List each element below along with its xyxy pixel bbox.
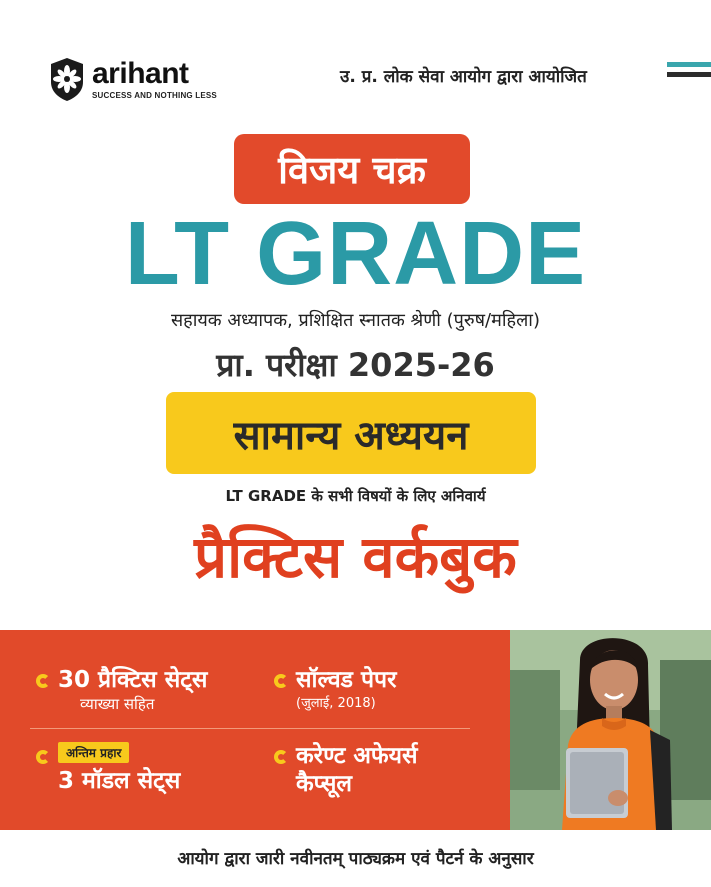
features-panel — [0, 630, 510, 830]
final-strike-tag: अन्तिम प्रहार — [58, 742, 129, 763]
student-photo — [510, 630, 711, 830]
footer-note: आयोग द्वारा जारी नवीनतम् पाठ्यक्रम एवं पैटर्न के अनुसार — [0, 830, 711, 887]
arihant-logo — [48, 56, 217, 102]
brand-name: arihant — [92, 56, 189, 90]
feature-solved-paper — [296, 666, 397, 714]
feature-practice-sets — [58, 666, 207, 714]
feature-title: 3 मॉडल सेट्स — [58, 768, 181, 794]
feature-title: करेण्ट अफेयर्स — [296, 743, 418, 769]
decorative-stripes — [667, 62, 711, 82]
arihant-logo-icon — [48, 56, 86, 102]
feature-current-affairs — [296, 742, 418, 798]
subject-badge — [166, 392, 536, 474]
exam-title: प्रा. परीक्षा 2025-26 — [216, 346, 495, 384]
main-title: LT GRADE — [124, 204, 587, 304]
series-badge — [234, 134, 470, 204]
feature-title: सॉल्वड पेपर — [296, 667, 397, 693]
feature-subtitle: (जुलाई, 2018) — [296, 696, 376, 711]
feature-subtitle: कैप्सूल — [296, 771, 353, 797]
bullet-icon — [36, 674, 50, 688]
bullet-icon — [274, 674, 288, 688]
feature-subtitle: व्याख्या सहित — [80, 695, 155, 713]
feature-model-sets — [58, 742, 180, 795]
series-label: विजय चक्र — [278, 148, 426, 192]
subtitle: सहायक अध्यापक, प्रशिक्षित स्नातक श्रेणी (पुरुष/महिला) — [170, 310, 540, 331]
book-type-title: प्रैक्टिस वर्कबुक — [194, 523, 517, 591]
subject-label: सामान्य अध्ययन — [233, 412, 469, 459]
feature-title: 30 प्रैक्टिस सेट्स — [58, 667, 208, 693]
features-divider — [30, 728, 470, 729]
student-illustration — [510, 630, 711, 830]
organizer-text: उ. प्र. लोक सेवा आयोग द्वारा आयोजित — [340, 67, 587, 87]
bullet-icon — [274, 750, 288, 764]
brand-tagline: SUCCESS AND NOTHING LESS — [92, 90, 217, 100]
requirement-text: LT GRADE के सभी विषयों के लिए अनिवार्य — [225, 487, 486, 505]
bullet-icon — [36, 750, 50, 764]
